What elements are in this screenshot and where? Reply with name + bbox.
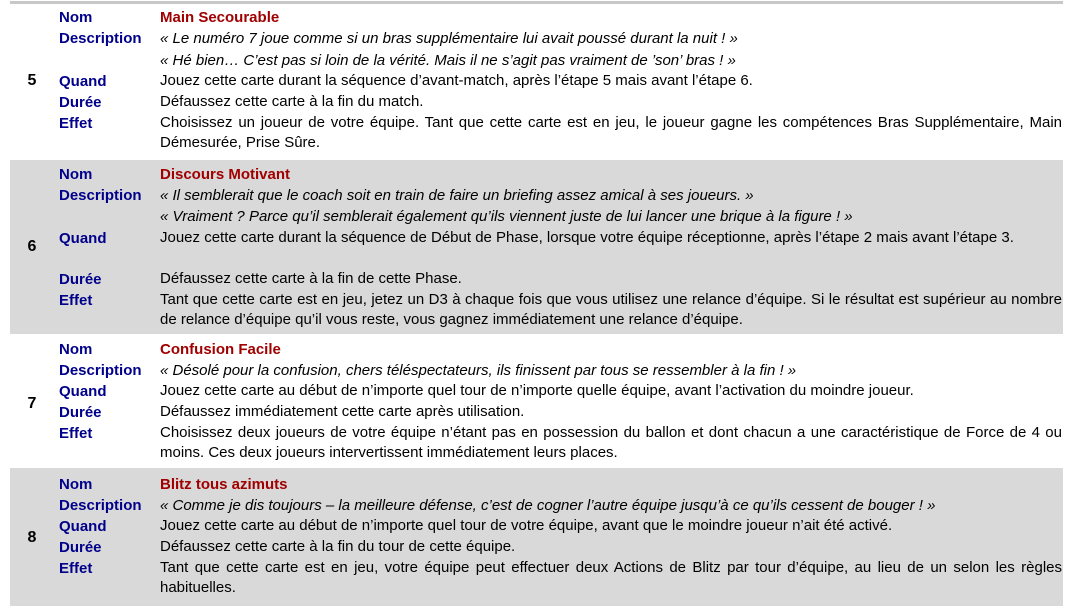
card-5: [10, 5, 1063, 155]
effet-text: Choisissez deux joueurs de votre équipe n’étant pas en possession du ballon et dont chacun a une caractéristique de Force de 4 ou moins. Ces deux joueurs intervertissent immédiatement leurs places.: [160, 424, 1062, 461]
nom-row: [10, 339, 1063, 360]
duree-text: Défaussez immédiatement cette carte après utilisation.: [160, 403, 525, 420]
effet-label: Effet: [59, 115, 93, 132]
description-line-1: « Le numéro 7 joue comme si un bras supplémentaire lui avait poussé durant la nuit ! »: [160, 30, 738, 47]
description-row: [10, 185, 1063, 206]
duree-text: Défaussez cette carte à la fin du tour de cette équipe.: [160, 538, 516, 555]
nom-row: [10, 7, 1063, 28]
card-name: Discours Motivant: [160, 166, 291, 183]
nom-label: Nom: [59, 9, 93, 26]
description-row-2: [10, 206, 1063, 227]
nom-label: Nom: [59, 476, 93, 493]
description-line-1: « Il semblerait que le coach soit en train de faire un briefing assez amical à ses joueurs. »: [160, 187, 754, 204]
quand-label: Quand: [59, 230, 107, 247]
nom-label: Nom: [59, 341, 93, 358]
card-number: 6: [27, 238, 37, 255]
quand-label: Quand: [59, 518, 107, 535]
duree-label: Durée: [59, 404, 102, 421]
description-row: [10, 28, 1063, 49]
quand-label: Quand: [59, 383, 107, 400]
card-number: 7: [27, 395, 37, 412]
description-line-2: « Vraiment ? Parce qu’il semblerait également qu’ils viennent juste de lui lancer une brique à la figure ! »: [160, 208, 853, 225]
card-name: Confusion Facile: [160, 341, 281, 358]
top-divider: [10, 1, 1063, 4]
description-label: Description: [59, 187, 142, 204]
effet-label: Effet: [59, 560, 93, 577]
nom-row: [10, 474, 1063, 495]
duree-label: Durée: [59, 539, 102, 556]
card-name: Blitz tous azimuts: [160, 476, 288, 493]
effet-label: Effet: [59, 292, 93, 309]
description-row-2: [10, 50, 1063, 71]
quand-text: Jouez cette carte au début de n’importe quel tour de n’importe quelle équipe, avant l’activation du moindre joueur.: [160, 382, 914, 399]
card-8: [10, 468, 1063, 606]
description-line-1: « Comme je dis toujours – la meilleure défense, c’est de cogner l’autre équipe jusqu’à ce qu’ils cessent de bouger ! »: [160, 497, 936, 514]
effet-text: Choisissez un joueur de votre équipe. Tant que cette carte est en jeu, le joueur gagne les compétences Bras Supplémentaire, Main Démesurée, Prise Sûre.: [160, 114, 1062, 151]
description-label: Description: [59, 362, 142, 379]
description-row: [10, 495, 1063, 516]
effet-row: [10, 290, 1063, 328]
quand-row: [10, 381, 1063, 402]
nom-label: Nom: [59, 166, 93, 183]
effet-row: [10, 113, 1063, 151]
duree-text: Défaussez cette carte à la fin du match.: [160, 93, 424, 110]
quand-text: Jouez cette carte durant la séquence d’avant-match, après l’étape 5 mais avant l’étape 6.: [160, 72, 753, 89]
description-label: Description: [59, 30, 142, 47]
card-number: 5: [27, 72, 37, 89]
effet-row: [10, 423, 1063, 461]
duree-text: Défaussez cette carte à la fin de cette Phase.: [160, 270, 462, 287]
effet-text: Tant que cette carte est en jeu, jetez un D3 à chaque fois que vous utilisez une relance d’équipe. Si le résultat est supérieur au nombre de relance d’équipe qu’il vous reste, vous gagnez immédiatement une relance d’équipe.: [160, 291, 1062, 328]
description-line-2: « Hé bien… C’est pas si loin de la vérité. Mais il ne s’agit pas vraiment de ’son’ bras ! »: [160, 52, 736, 69]
quand-text: Jouez cette carte au début de n’importe quel tour de votre équipe, avant que le moindre joueur n’ait été activé.: [160, 517, 893, 534]
duree-row: [10, 537, 1063, 558]
card-number: 8: [27, 529, 37, 546]
description-label: Description: [59, 497, 142, 514]
quand-text: Jouez cette carte durant la séquence de Début de Phase, lorsque votre équipe réceptionne, après l’étape 2 mais avant l’étape 3.: [160, 229, 1014, 246]
card-7: [10, 336, 1063, 464]
quand-row: [10, 516, 1063, 537]
quand-row: [10, 71, 1063, 92]
effet-text: Tant que cette carte est en jeu, votre équipe peut effectuer deux Actions de Blitz par tour d’équipe, au lieu de un selon les règles habituelles.: [160, 559, 1062, 596]
duree-label: Durée: [59, 271, 102, 288]
duree-label: Durée: [59, 94, 102, 111]
duree-row: [10, 92, 1063, 113]
quand-row: [10, 228, 1063, 249]
effet-row: [10, 558, 1063, 596]
quand-label: Quand: [59, 73, 107, 90]
card-name: Main Secourable: [160, 9, 280, 26]
duree-row: [10, 269, 1063, 290]
effet-label: Effet: [59, 425, 93, 442]
nom-row: [10, 164, 1063, 185]
description-line-1: « Désolé pour la confusion, chers téléspectateurs, ils finissent par tous se ressembler à la fin ! »: [160, 362, 797, 379]
duree-row: [10, 402, 1063, 423]
description-row: [10, 360, 1063, 381]
card-6: [10, 160, 1063, 334]
